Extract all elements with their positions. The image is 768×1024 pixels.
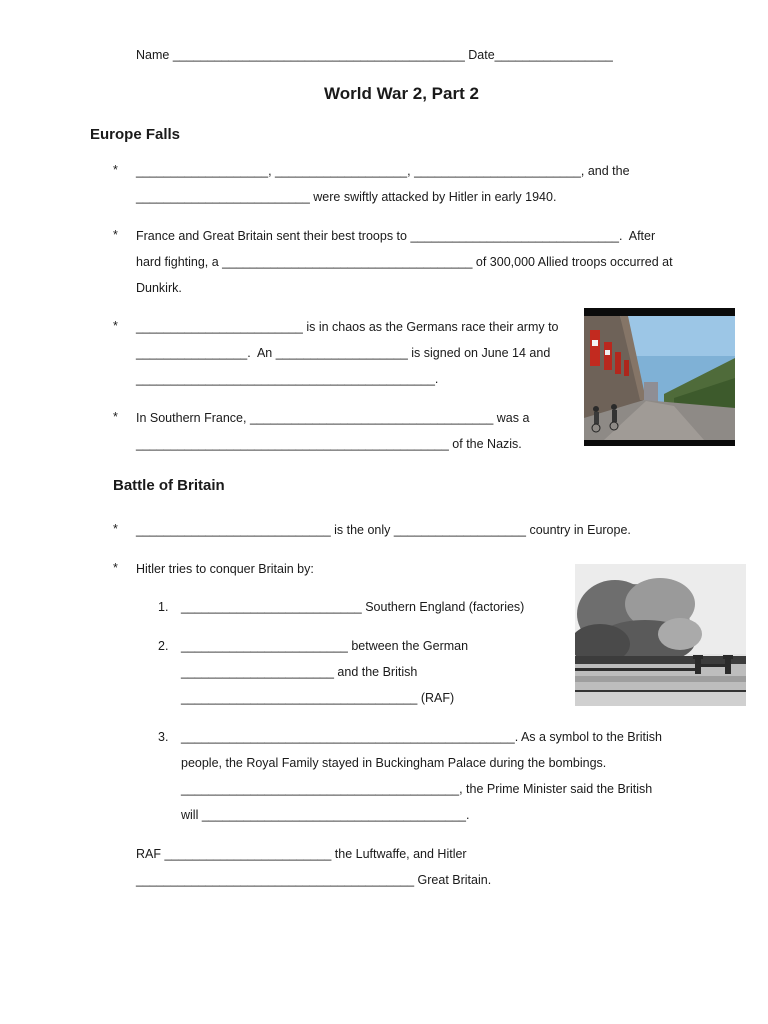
- fill-line[interactable]: ________________________ is in chaos as the Germans race their army to: [136, 320, 559, 334]
- paris-street-photo: [584, 308, 735, 446]
- fill-line[interactable]: ___________________________________________.: [136, 372, 439, 386]
- page-title: World War 2, Part 2: [324, 84, 479, 103]
- bullet-marker: *: [113, 228, 118, 242]
- text-line: Hitler tries to conquer Britain by:: [136, 562, 314, 576]
- name-date-line[interactable]: Name __________________________________________ Date_________________: [136, 48, 613, 62]
- bullet-marker: *: [113, 522, 118, 536]
- fill-line[interactable]: France and Great Britain sent their best troops to ______________________________. After: [136, 229, 656, 243]
- section-heading-battle-of-britain: Battle of Britain: [113, 477, 225, 494]
- bullet-marker: *: [113, 561, 118, 575]
- fill-line[interactable]: ______________________ and the British: [181, 665, 418, 679]
- fill-line[interactable]: hard fighting, a ____________________________________ of 300,000 Allied troops occurred at: [136, 255, 673, 269]
- fill-line[interactable]: _________________________ were swiftly attacked by Hitler in early 1940.: [136, 190, 557, 204]
- text-line: Dunkirk.: [136, 281, 182, 295]
- section-heading-europe-falls: Europe Falls: [90, 126, 181, 143]
- fill-line[interactable]: RAF ________________________ the Luftwaffe, and Hitler: [136, 847, 467, 861]
- fill-line[interactable]: ________________. An ___________________ is signed on June 14 and: [136, 346, 551, 360]
- fill-line[interactable]: ________________________________________ Great Britain.: [136, 873, 492, 887]
- fill-line[interactable]: __________________________ Southern England (factories): [181, 600, 525, 614]
- list-number: 2.: [158, 639, 169, 653]
- fill-line[interactable]: ____________________________ is the only ___________________ country in Europe.: [136, 523, 631, 537]
- bullet-marker: *: [113, 319, 118, 333]
- fill-line[interactable]: _____________________________________________ of the Nazis.: [136, 437, 522, 451]
- fill-line[interactable]: will ______________________________________.: [181, 808, 470, 822]
- list-number: 1.: [158, 600, 169, 614]
- fill-line[interactable]: ___________________, ___________________, ________________________, and the: [136, 164, 630, 178]
- fill-line[interactable]: In Southern France, ___________________________________ was a: [136, 411, 530, 425]
- fill-line[interactable]: ________________________ between the German: [181, 639, 469, 653]
- bullet-marker: *: [113, 163, 118, 177]
- bullet-marker: *: [113, 410, 118, 424]
- fill-line[interactable]: ________________________________________, the Prime Minister said the British: [181, 782, 653, 796]
- list-number: 3.: [158, 730, 169, 744]
- fill-line[interactable]: ________________________________________________. As a symbol to the British: [181, 730, 662, 744]
- fill-line[interactable]: __________________________________ (RAF): [181, 691, 455, 705]
- london-blitz-photo: [575, 564, 746, 706]
- text-line: people, the Royal Family stayed in Buckingham Palace during the bombings.: [181, 756, 607, 770]
